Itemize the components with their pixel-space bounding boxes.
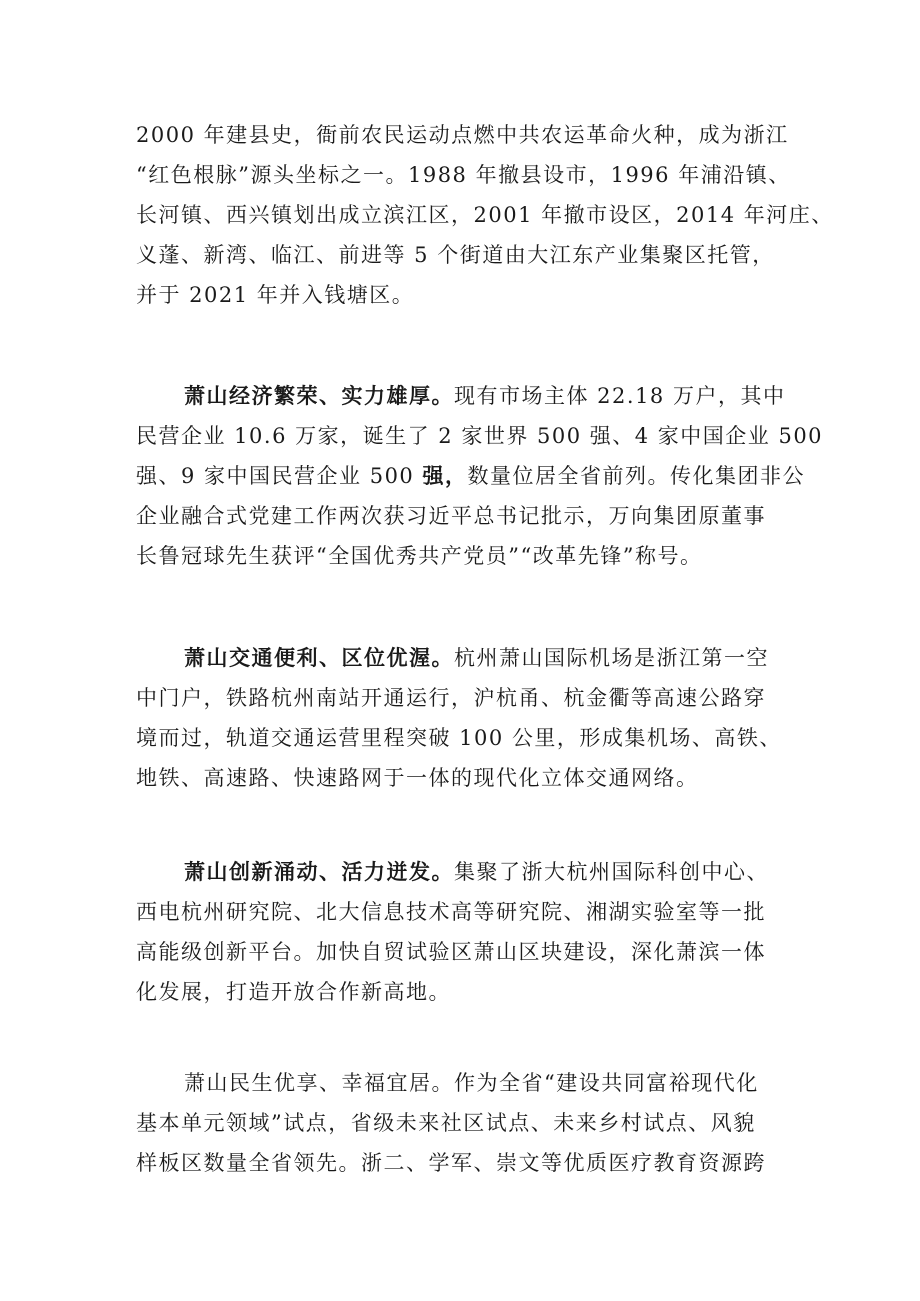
text-line [136,852,806,892]
text-line: 2000 年建县史，衙前农民运动点燃中共农运革命火种，成为浙江 [136,123,789,147]
text-line: 境而过，轨道交通运营里程突破 100 公里，形成集机场、高铁、 [136,726,782,750]
text-line: 萧山民生优享、幸福宜居。作为全省“建设共同富裕现代化 [184,1071,759,1095]
text-line: 义蓬、新湾、临江、前进等 5 个街道由大江东产业集聚区托管， [136,243,775,267]
text-line: 样板区数量全省领先。浙二、学军、崇文等优质医疗教育资源跨 [136,1151,766,1175]
text-line: 化发展，打造开放合作新高地。 [136,980,451,1004]
paragraph-heading: 萧山经济繁荣、实力雄厚。 [184,383,454,408]
text-line: 并于 2021 年并入钱塘区。 [136,283,415,307]
text-line [136,638,806,678]
text-line: 地铁、高速路、快速路网于一体的现代化立体交通网络。 [136,766,699,790]
text-line: 长河镇、西兴镇划出成立滨江区，2001 年撤市设区，2014 年河庄、 [136,203,834,227]
bold-text-run: 强， [422,463,468,488]
paragraph-transport [136,638,806,798]
paragraph-economy [136,376,824,576]
text-run: 集聚了浙大杭州国际科创中心、 [454,860,769,884]
text-line: 长鲁冠球先生获评“全国优秀共产党员”“改革先锋”称号。 [136,544,703,568]
paragraph-history [136,115,834,315]
paragraph-heading: 萧山交通便利、区位优渥。 [184,645,454,670]
text-line [136,456,806,496]
paragraph-heading: 萧山创新涌动、活力迸发。 [184,859,454,884]
text-run: 强、9 家中国民营企业 500 [136,464,423,488]
text-run: 杭州萧山国际机场是浙江第一空 [454,646,769,670]
paragraph-livelihood [136,1063,806,1183]
text-line: 企业融合式党建工作两次获习近平总书记批示，万向集团原董事 [136,504,766,528]
text-run: 数量位居全省前列。传化集团非公 [467,464,805,488]
text-line: 基本单元领域”试点，省级未来社区试点、未来乡村试点、风貌 [136,1111,756,1135]
paragraph-innovation [136,852,806,1012]
text-line: 西电杭州研究院、北大信息技术高等研究院、湘湖实验室等一批 [136,900,766,924]
text-line [136,376,806,416]
text-line: 中门户，铁路杭州南站开通运行，沪杭甬、杭金衢等高速公路穿 [136,686,766,710]
text-line: 民营企业 10.6 万家，诞生了 2 家世界 500 强、4 家中国企业 500 [136,424,824,448]
text-line: 高能级创新平台。加快自贸试验区萧山区块建设，深化萧滨一体 [136,940,766,964]
text-run: 现有市场主体 22.18 万户，其中 [454,384,786,408]
text-line: “红色根脉”源头坐标之一。1988 年撤县设市，1996 年浦沿镇、 [136,163,791,187]
